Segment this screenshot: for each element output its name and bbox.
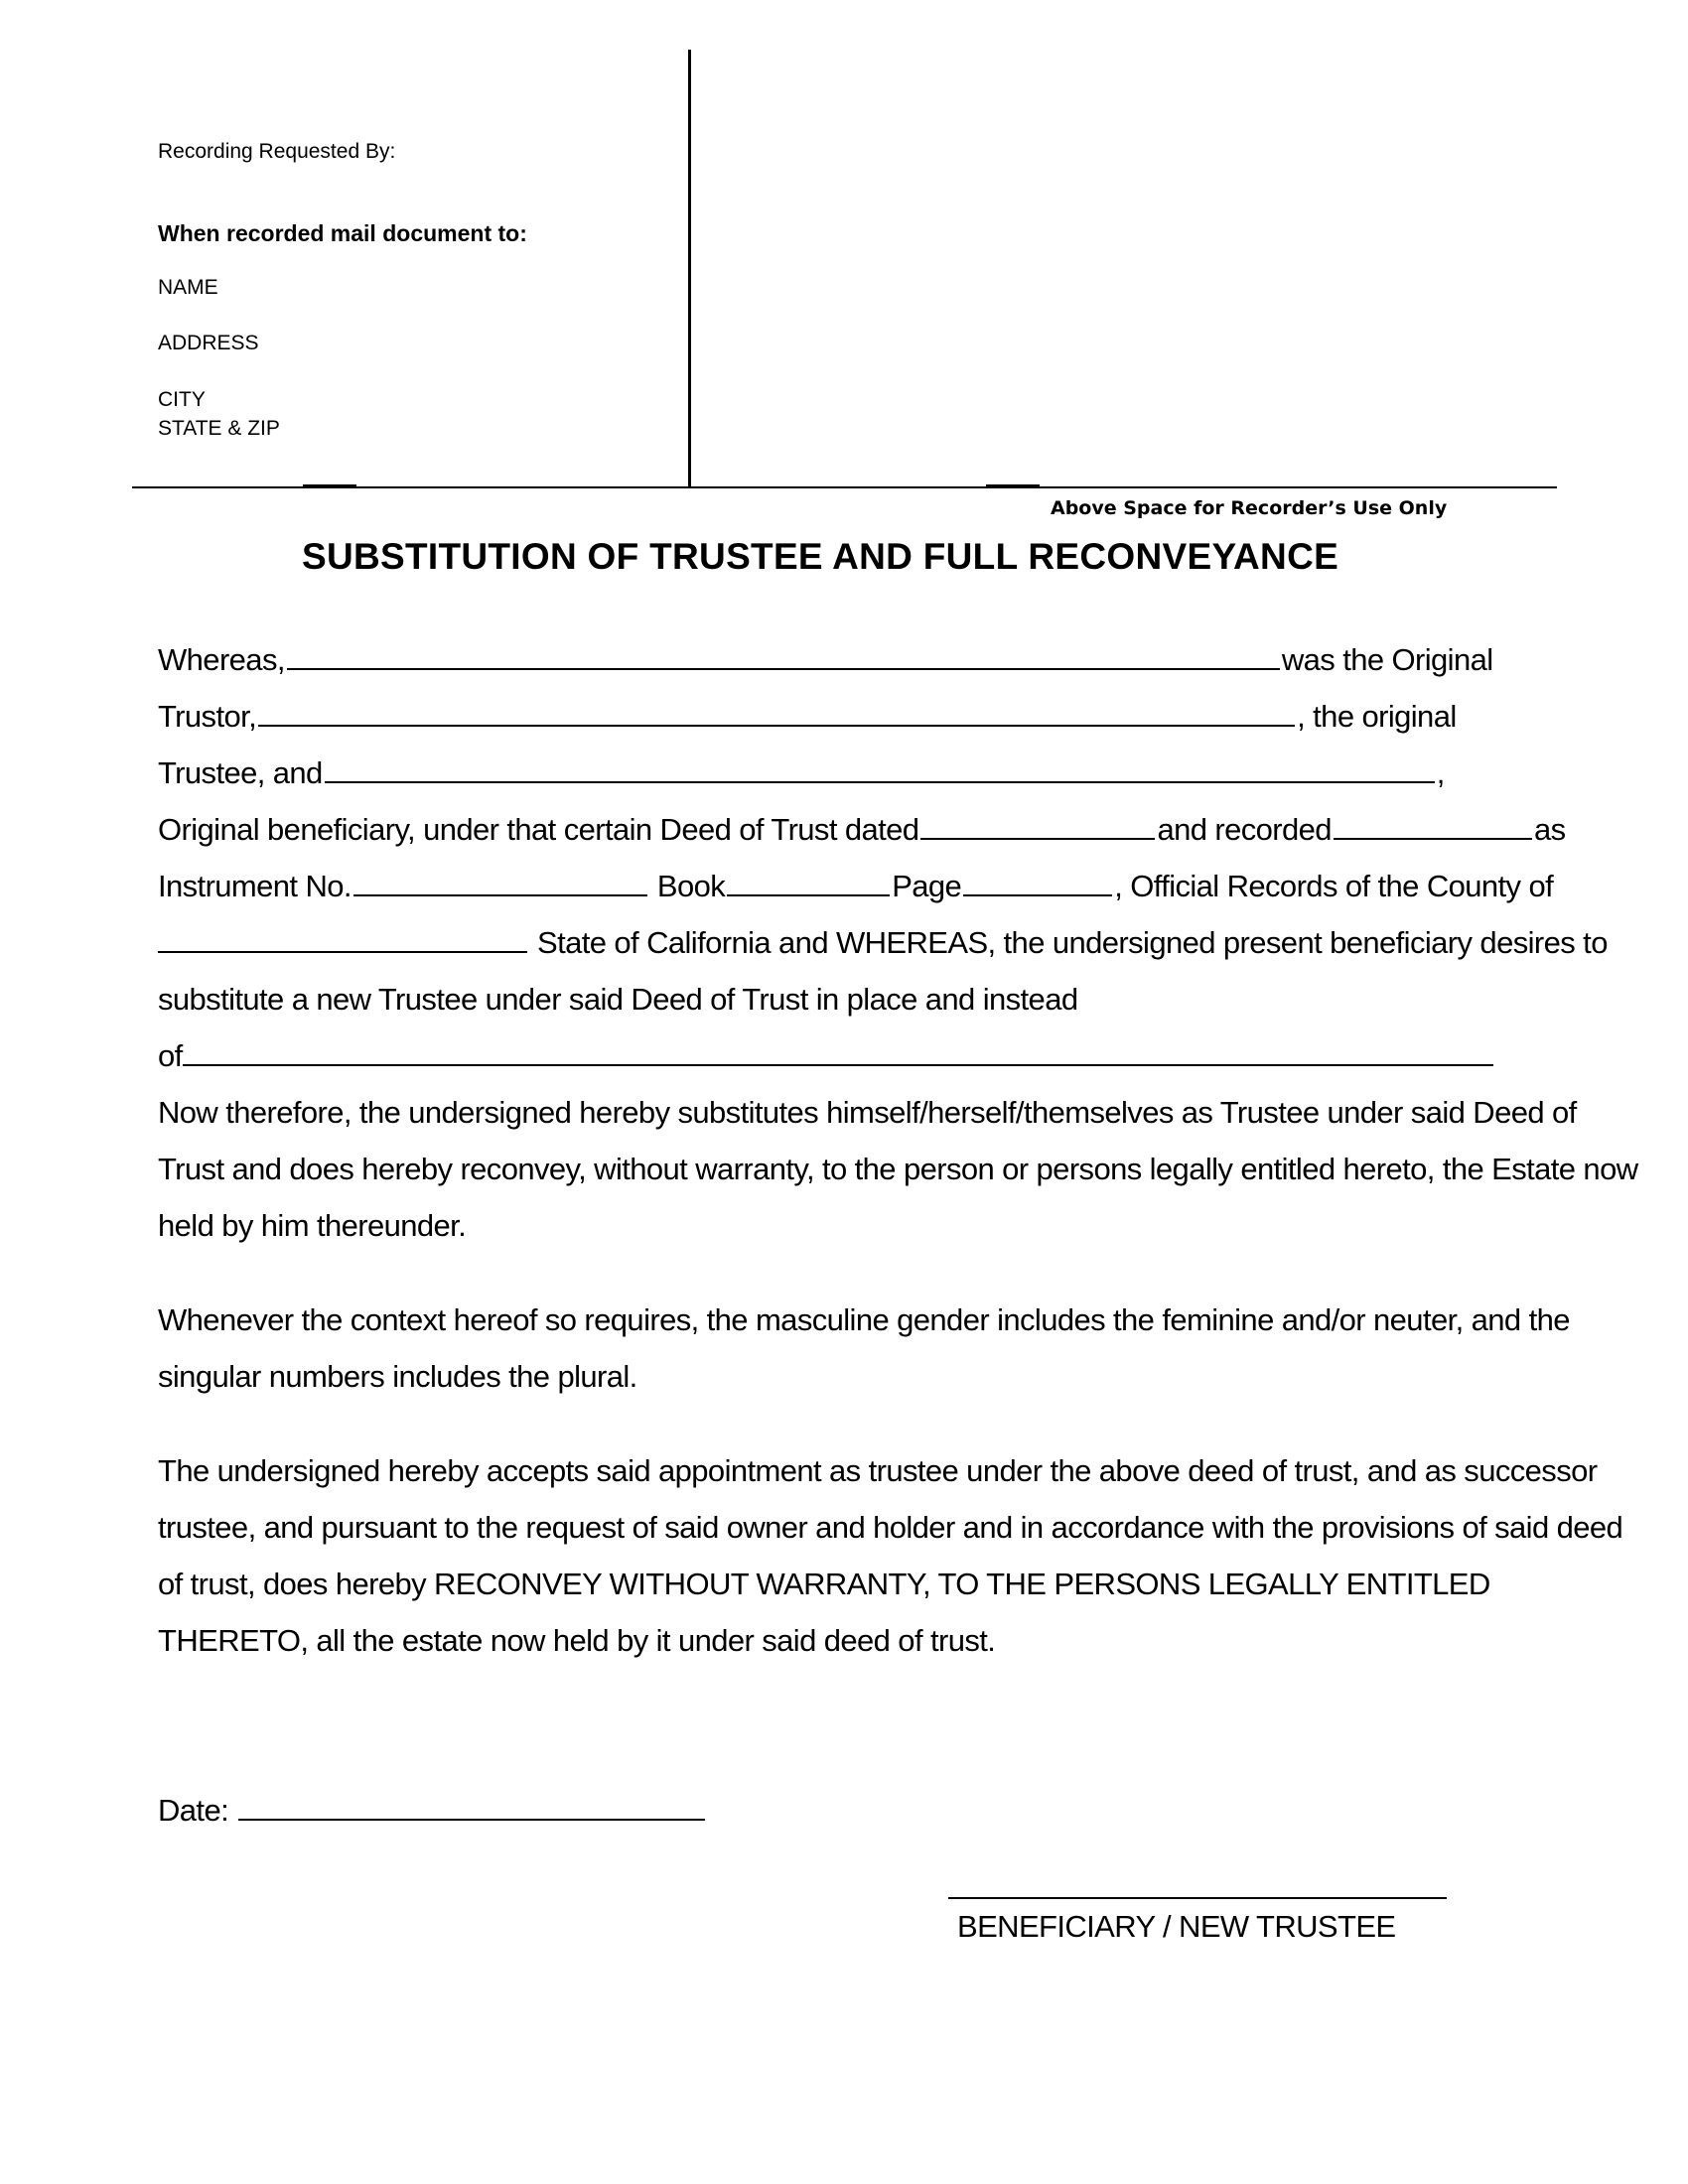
date-label: Date: [158, 1793, 229, 1828]
date-line [158, 1793, 707, 1829]
header-horizontal-rule [132, 486, 1557, 488]
instrument-no-field[interactable] [353, 871, 647, 896]
body-line-5 [158, 869, 1553, 904]
page-label: Page [892, 869, 962, 903]
name-label: NAME [158, 276, 218, 299]
comma-text: , [1436, 755, 1445, 790]
signature-label: BENEFICIARY / NEW TRUSTEE [957, 1909, 1396, 1944]
recorded-date-field[interactable] [1334, 814, 1532, 840]
body-line-2 [158, 699, 1457, 735]
paragraph-3-line-3: of trust, does hereby RECONVEY WITHOUT WARRANTY, TO THE PERSONS LEGALLY ENTITLED [158, 1567, 1490, 1601]
city-label: CITY [158, 388, 206, 411]
of-label: of [158, 1038, 183, 1073]
body-line-1 [158, 642, 1493, 678]
book-label: Book [656, 869, 726, 903]
the-original-text: , the original [1297, 699, 1457, 734]
deed-dated-label: Original beneficiary, under that certain Deed of Trust dated [158, 812, 919, 847]
book-field[interactable] [727, 871, 890, 896]
header-rule-tick-right [986, 484, 1040, 486]
body-line-10: Trust and does hereby reconvey, without warranty, to the person or persons legally entitled hereto, the Estate now [158, 1152, 1638, 1186]
body-line-9: Now therefore, the undersigned hereby substitutes himself/herself/themselves as Trustee under said Deed of [158, 1095, 1577, 1130]
header-vertical-divider [688, 50, 691, 487]
body-line-4 [158, 812, 1565, 848]
trustor-label: Trustor, [158, 699, 257, 734]
mail-to-heading: When recorded mail document to: [158, 220, 527, 246]
as-text: as [1533, 812, 1566, 847]
signature-line[interactable] [948, 1897, 1447, 1899]
paragraph-3-line-4: THERETO, all the estate now held by it under said deed of trust. [158, 1623, 996, 1658]
trustee-and-label: Trustee, and [158, 755, 323, 790]
county-field[interactable] [158, 927, 527, 953]
whereas-label: Whereas, [158, 642, 285, 677]
original-beneficiary-field[interactable] [325, 757, 1435, 783]
body-line-6 [158, 925, 1608, 961]
state-of-california-text: State of California and WHEREAS, the undersigned present beneficiary desires to [537, 925, 1608, 960]
date-field[interactable] [238, 1795, 705, 1821]
deed-date-field[interactable] [920, 814, 1155, 840]
recording-requested-by: Recording Requested By: [158, 140, 396, 163]
official-records-text: , Official Records of the County of [1114, 869, 1554, 903]
body-line-7: substitute a new Trustee under said Deed of Trust in place and instead [158, 982, 1078, 1017]
body-line-3 [158, 755, 1445, 791]
former-trustee-field[interactable] [183, 1040, 1493, 1066]
body-line-11: held by him thereunder. [158, 1208, 467, 1243]
page-field[interactable] [963, 871, 1112, 896]
recorder-use-note: Above Space for Recorder’s Use Only [1051, 497, 1448, 519]
was-original-text: was the Original [1281, 642, 1493, 677]
state-zip-label: STATE & ZIP [158, 417, 280, 440]
address-label: ADDRESS [158, 332, 259, 354]
body-line-8 [158, 1038, 1495, 1074]
paragraph-3-line-1: The undersigned hereby accepts said appointment as trustee under the above deed of trust, and as successor [158, 1453, 1598, 1488]
and-recorded-label: and recorded [1157, 812, 1332, 847]
paragraph-2-line-2: singular numbers includes the plural. [158, 1359, 637, 1394]
paragraph-2-line-1: Whenever the context hereof so requires, the masculine gender includes the feminine and/or neuter, and the [158, 1302, 1570, 1337]
paragraph-3-line-2: trustee, and pursuant to the request of said owner and holder and in accordance with the provisions of said deed [158, 1510, 1623, 1545]
original-trustor-field[interactable] [287, 644, 1280, 670]
header-rule-tick-left [303, 484, 356, 486]
document-title: SUBSTITUTION OF TRUSTEE AND FULL RECONVEYANCE [302, 536, 1339, 577]
instrument-no-label: Instrument No. [158, 869, 352, 903]
original-trustee-field[interactable] [258, 701, 1295, 727]
